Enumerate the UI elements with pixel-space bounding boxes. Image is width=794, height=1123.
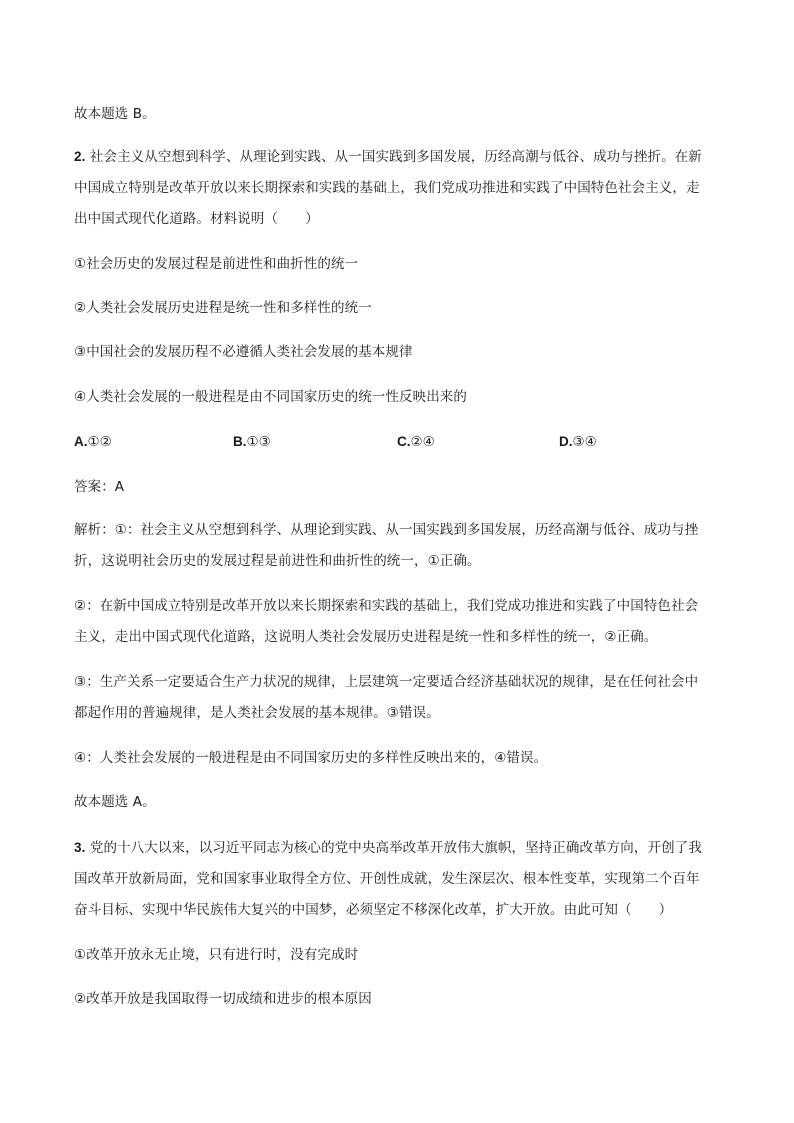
question-2-options [74, 432, 734, 452]
question-2-number: 2. [74, 149, 86, 164]
question-2-statement-4: ④人类社会发展的一般进程是由不同国家历史的统一性反映出来的 [74, 389, 468, 405]
option-c: C.②④ [397, 434, 435, 450]
question-2-answer: 答案：A [74, 479, 125, 495]
question-2-conclusion: 故本题选 A。 [74, 794, 156, 810]
previous-conclusion: 故本题选 B。 [74, 106, 156, 122]
option-b: B.①③ [233, 434, 271, 450]
question-2-statement-1: ①社会历史的发展过程是前进性和曲折性的统一 [74, 256, 359, 272]
analysis-paragraph-2: ②：在新中国成立特别是改革开放以来长期探索和实践的基础上，我们党成功推进和实践了中国特色社会 主义，走出中国式现代化道路，这说明人类社会发展历史进程是统一性和多样性的统一，②正确。 [74, 598, 699, 645]
analysis-paragraph-3: ③：生产关系一定要适合生产力状况的规律，上层建筑一定要适合经济基础状况的规律，是在任何社会中 都起作用的普遍规律，是人类社会发展的基本规律。③错误。 [74, 674, 699, 721]
question-2-stem-line-1: 2. 社会主义从空想到科学、从理论到实践、从一国实践到多国发展，历经高潮与低谷、成功与挫折。在新 [74, 149, 702, 165]
question-3-statement-1: ①改革开放永无止境，只有进行时，没有完成时 [74, 947, 359, 963]
question-2-statement-3: ③中国社会的发展历程不必遵循人类社会发展的基本规律 [74, 344, 413, 360]
question-2-statement-2: ②人类社会发展历史进程是统一性和多样性的统一 [74, 300, 372, 316]
question-3-stem-line-2: 国改革开放新局面，党和国家事业取得全方位、开创性成就，发生深层次、根本性变革，实现第二个百年 [74, 871, 700, 887]
question-3-number: 3. [74, 840, 86, 855]
question-3-stem [74, 832, 724, 926]
question-3-stem-line-1: 3. 党的十八大以来，以习近平同志为核心的党中央高举改革开放伟大旗帜，坚持正确改革方向，开创了我 [74, 840, 702, 856]
analysis-paragraph-4: ④：人类社会发展的一般进程是由不同国家历史的多样性反映出来的，④错误。 [74, 750, 548, 766]
option-a: A.①② [74, 434, 112, 450]
option-d: D.③④ [559, 434, 597, 450]
question-3-stem-line-3: 奋斗目标、实现中华民族伟大复兴的中国梦，必须坚定不移深化改革，扩大开放。由此可知（ ） [74, 902, 673, 918]
question-3-statement-2: ②改革开放是我国取得一切成绩和进步的根本原因 [74, 991, 372, 1007]
analysis-paragraph-1: 解析：①：社会主义从空想到科学、从理论到实践、从一国实践到多国发展，历经高潮与低谷、成功与挫 折，这说明社会历史的发展过程是前进性和曲折性的统一，①正确。 [74, 522, 699, 569]
question-2-stem-line-2: 中国成立特别是改革开放以来长期探索和实践的基础上，我们党成功推进和实践了中国特色社会主义，走 [74, 180, 700, 196]
question-2-stem [74, 141, 724, 235]
question-2-stem-line-3: 出中国式现代化道路。材料说明（ ） [74, 211, 319, 227]
